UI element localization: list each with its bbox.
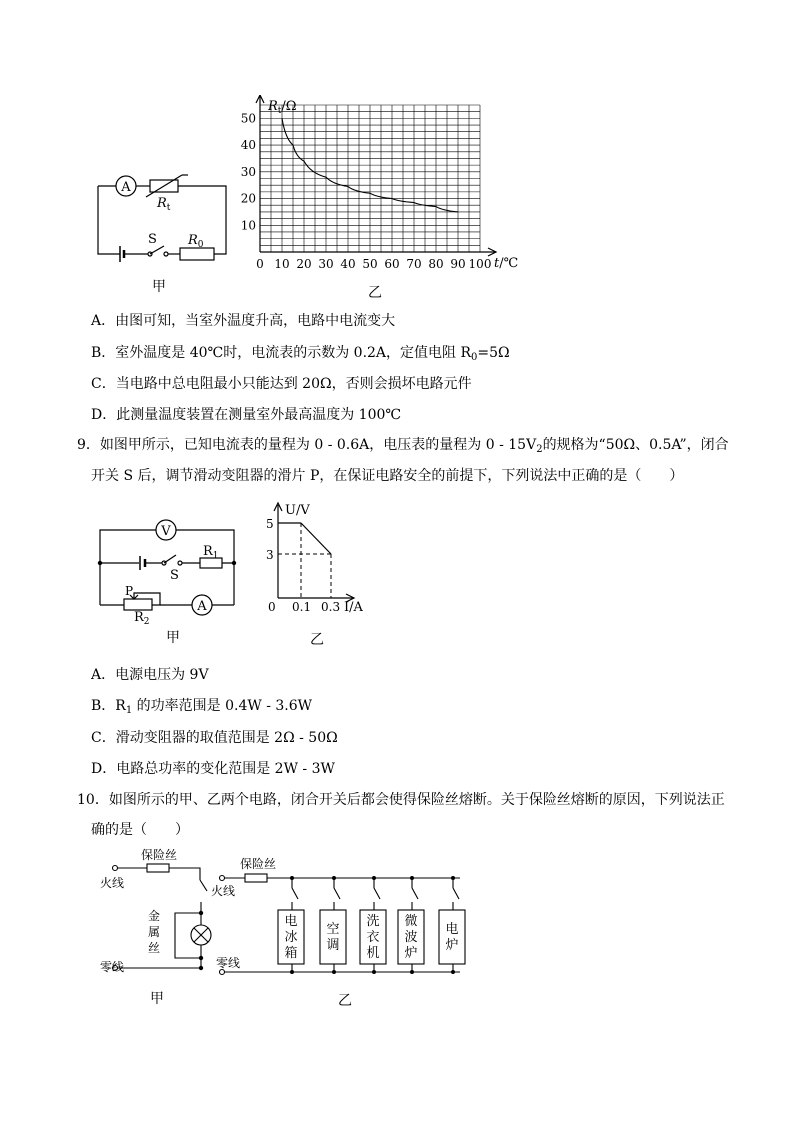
q9-option-b-text: B．R: [91, 698, 126, 714]
x-axis-label: I/A: [344, 600, 363, 615]
appliance-label: 衣: [366, 930, 380, 945]
x-tick-label: 50: [362, 257, 378, 271]
x-tick-label: 90: [450, 257, 466, 271]
ammeter-label: A: [197, 599, 207, 614]
appliance-label: 冰: [284, 930, 298, 945]
x-tick-label: 30: [318, 257, 334, 271]
metal-wire-label-3: 丝: [148, 941, 161, 955]
q9-chart-yi: [258, 500, 378, 648]
neutral-wire-label: 零线: [100, 960, 125, 974]
x-tick-label: 40: [340, 257, 356, 271]
appliance-box: [320, 910, 346, 964]
appliance-label: 空: [326, 922, 340, 937]
appliance-branch: [398, 876, 424, 974]
metal-wire-label-1: 金: [148, 909, 161, 923]
x-tick-label: 10: [274, 257, 290, 271]
appliance-label: 炉: [445, 938, 459, 953]
fig-caption-yi: 乙: [368, 285, 382, 301]
r1-label: $R_1$: [203, 544, 219, 561]
fig-caption-jia: 甲: [152, 279, 166, 295]
y-tick-label: 40: [240, 138, 256, 153]
appliance-branch: [278, 876, 304, 974]
fig-caption-yi: 乙: [338, 993, 352, 1009]
y-tick-label: 20: [240, 191, 256, 206]
x-tick-0.3: 0.3: [321, 600, 341, 614]
q9-stem-line2: 开关 S 后，调节滑动变阻器的滑片 P，在保证电路安全的前提下，下列说法中正确的是（ ）: [91, 468, 684, 484]
x-axis-label: t/℃: [494, 256, 519, 271]
fig-caption-yi: 乙: [310, 632, 324, 648]
y-tick-label: 30: [240, 164, 256, 179]
appliance-label: 炉: [404, 946, 418, 961]
y-tick-label: 50: [240, 111, 256, 126]
q9-stem-post: 的规格为“50Ω、0.5A”，闭合: [542, 437, 729, 453]
q9-option-b-post: 的功率范围是 0.4W - 3.6W: [132, 698, 313, 714]
metal-wire-label-2: 属: [148, 925, 161, 939]
x-tick-label: 60: [384, 257, 400, 271]
slider-label: P: [125, 584, 134, 598]
q8-option-a[interactable]: A．由图可知，当室外温度升高，电路中电流变大: [91, 313, 396, 329]
x-tick-0.1: 0.1: [292, 600, 312, 614]
q8-option-b-text: B．室外温度是 40℃时，电流表的示数为 0.2A，定值电阻 R: [91, 345, 472, 361]
q8-option-b-post: =5Ω: [477, 345, 510, 361]
q10-circuit-yi: [210, 850, 480, 1010]
fig-caption-jia: 甲: [166, 630, 180, 646]
appliance-branch: [439, 876, 465, 974]
q9-option-d[interactable]: D．电路总功率的变化范围是 2W - 3W: [91, 761, 335, 777]
r2-label: $R_2$: [134, 610, 150, 627]
neutral-wire-label: 零线: [216, 956, 241, 970]
q9-option-b[interactable]: [91, 695, 312, 716]
r0-label: $R_0$: [188, 233, 204, 250]
appliance-label: 电: [284, 914, 298, 929]
appliance-label: 洗: [366, 914, 380, 929]
fig-caption-jia: 甲: [150, 991, 164, 1007]
q9-option-c[interactable]: C．滑动变阻器的取值范围是 2Ω - 50Ω: [91, 730, 338, 746]
q8-option-b-sub: 0: [471, 352, 478, 363]
q8-option-d[interactable]: D．此测量温度装置在测量室外最高温度为 100℃: [91, 407, 402, 423]
appliance-branch: [360, 876, 386, 974]
live-wire-label-2: 火线: [211, 884, 235, 898]
fuse-label: 保险丝: [240, 857, 277, 871]
appliance-label: 波: [404, 930, 418, 945]
ammeter-label: A: [121, 180, 131, 195]
q9-stem-sub: 2: [536, 444, 543, 455]
origin-label: 0: [268, 600, 276, 614]
x-tick-label: 70: [406, 257, 422, 271]
y-tick-5: 5: [266, 517, 274, 531]
live-wire-label: 火线: [100, 876, 125, 890]
appliance-label: 箱: [284, 946, 298, 961]
q9-option-a[interactable]: A．电源电压为 9V: [91, 667, 209, 683]
x-tick-label: 100: [468, 257, 492, 271]
appliance-label: 机: [366, 946, 380, 961]
q9-stem-text: 9．如图甲所示，已知电流表的量程为 0 - 0.6A，电压表的量程为 0 - 15V: [77, 437, 537, 453]
q8-option-c[interactable]: C．当电路中总电阻最小只能达到 20Ω，否则会损坏电路元件: [91, 376, 472, 392]
q8-circuit-jia: [90, 165, 240, 295]
q8-chart-yi: [238, 95, 528, 305]
voltmeter-label: V: [161, 524, 171, 539]
rt-label: $R_t$: [157, 196, 171, 213]
appliance-branch: [320, 876, 346, 974]
x-tick-label: 0: [256, 257, 264, 271]
y-tick-label: 10: [240, 218, 256, 233]
x-tick-label: 20: [296, 257, 312, 271]
fuse-label: 保险丝: [141, 848, 178, 862]
y-axis-label: $R_t/\Omega$: [268, 99, 297, 116]
x-tick-label: 80: [428, 257, 444, 271]
q8-option-b[interactable]: [91, 342, 510, 363]
appliance-label: 电: [445, 922, 459, 937]
appliance-label: 调: [326, 938, 340, 953]
y-tick-3: 3: [266, 548, 274, 562]
switch-label: S: [170, 568, 179, 583]
q9-stem-line1: [77, 434, 729, 455]
q10-stem-line2: 确的是（ ）: [91, 822, 189, 838]
q9-circuit-jia: [92, 513, 242, 648]
y-axis-label: U/V: [285, 503, 310, 518]
q9-option-b-sub: 1: [125, 705, 133, 716]
appliance-box: [439, 910, 465, 964]
appliance-label: 微: [404, 914, 418, 929]
q10-stem-line1: 10．如图所示的甲、乙两个电路，闭合开关后都会使得保险丝熔断。关于保险丝熔断的原因，下列说法正: [77, 792, 725, 808]
switch-label: S: [148, 232, 157, 247]
